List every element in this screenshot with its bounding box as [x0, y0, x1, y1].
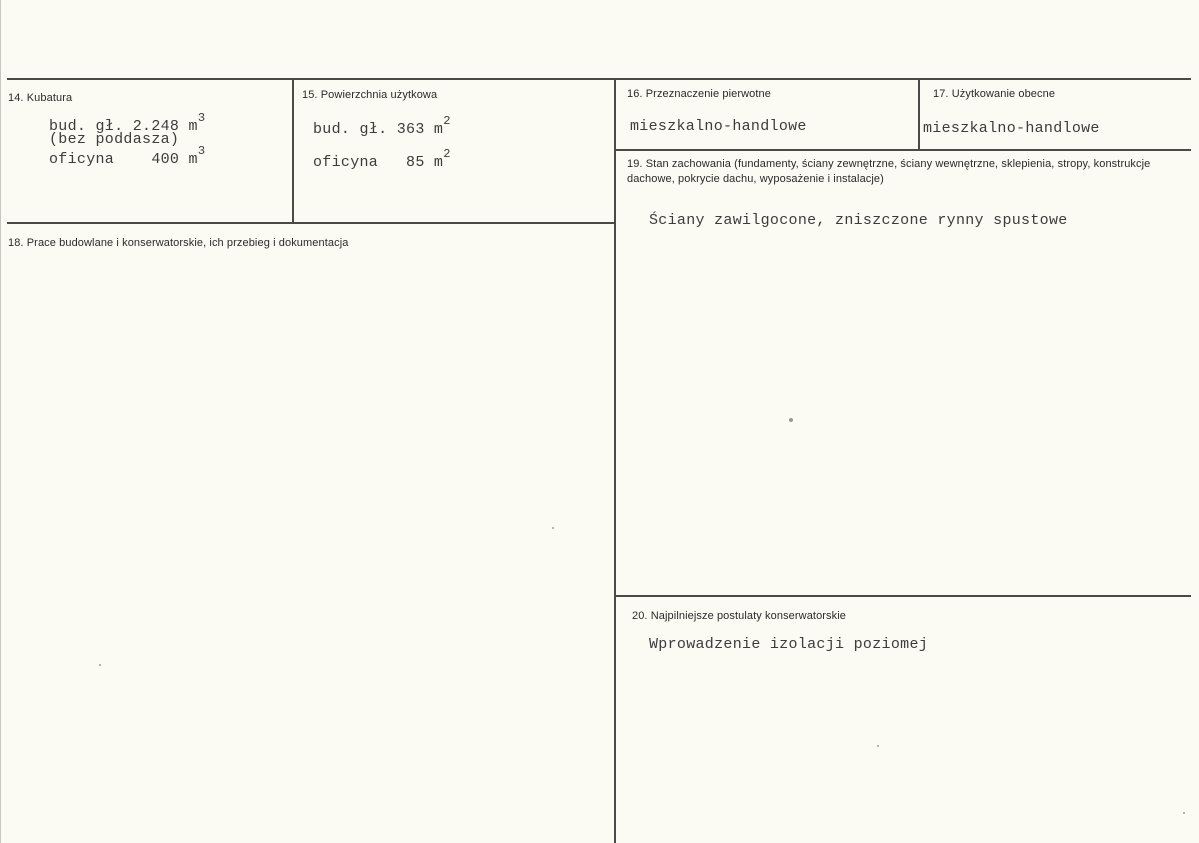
paper-speck	[789, 418, 793, 422]
field-17-label: 17. Użytkowanie obecne	[933, 88, 1056, 100]
rule-below-16-17	[615, 149, 1191, 151]
field-17-value: mieszkalno-handlowe	[923, 120, 1100, 137]
field-15-line1-text: bud. gł. 363 m	[313, 121, 444, 138]
field-16-label: 16. Przeznaczenie pierwotne	[627, 88, 771, 100]
field-14-line2: (bez poddasza)	[49, 131, 180, 148]
field-14-line3-text: oficyna 400 m	[49, 151, 198, 168]
paper-speck	[1183, 812, 1185, 814]
rule-above-20	[615, 595, 1191, 597]
field-20-value: Wprowadzenie izolacji poziomej	[649, 636, 929, 653]
field-20-label: 20. Najpilniejsze postulaty konserwatorskie	[632, 610, 847, 622]
field-14-label: 14. Kubatura	[8, 92, 73, 104]
divider-left-right	[614, 78, 616, 843]
top-rule	[7, 78, 1191, 80]
field-14-line1-text: bud. gł. 2.248 m	[49, 118, 198, 135]
paper-speck	[552, 527, 554, 529]
field-15-line2-text: oficyna 85 m	[313, 154, 444, 171]
paper-speck	[877, 745, 879, 747]
field-19-value: Ściany zawilgocone, zniszczone rynny spustowe	[649, 212, 1068, 229]
field-14-line3	[49, 144, 206, 168]
rule-below-14-15	[7, 222, 615, 224]
field-15-line2-exponent: 2	[443, 147, 451, 161]
paper-speck	[99, 664, 101, 666]
field-18-label: 18. Prace budowlane i konserwatorskie, ich przebieg i dokumentacja	[8, 237, 349, 249]
field-14-line1-exponent: 3	[197, 111, 206, 125]
field-15-line1-exponent: 2	[443, 114, 451, 128]
divider-16-17	[918, 78, 920, 150]
divider-14-15	[292, 78, 294, 224]
field-19-label: 19. Stan zachowania (fundamenty, ściany zewnętrzne, ściany wewnętrzne, sklepienia, stropy, konstrukcje dachowe, pokrycie dachu, wyposażenie i instalacje)	[627, 158, 1151, 185]
field-15-line2	[313, 147, 451, 171]
field-16-value: mieszkalno-handlowe	[630, 118, 807, 135]
field-14-line3-exponent: 3	[197, 144, 206, 158]
field-15-line1	[313, 114, 451, 138]
field-15-label: 15. Powierzchnia użytkowa	[302, 89, 438, 101]
